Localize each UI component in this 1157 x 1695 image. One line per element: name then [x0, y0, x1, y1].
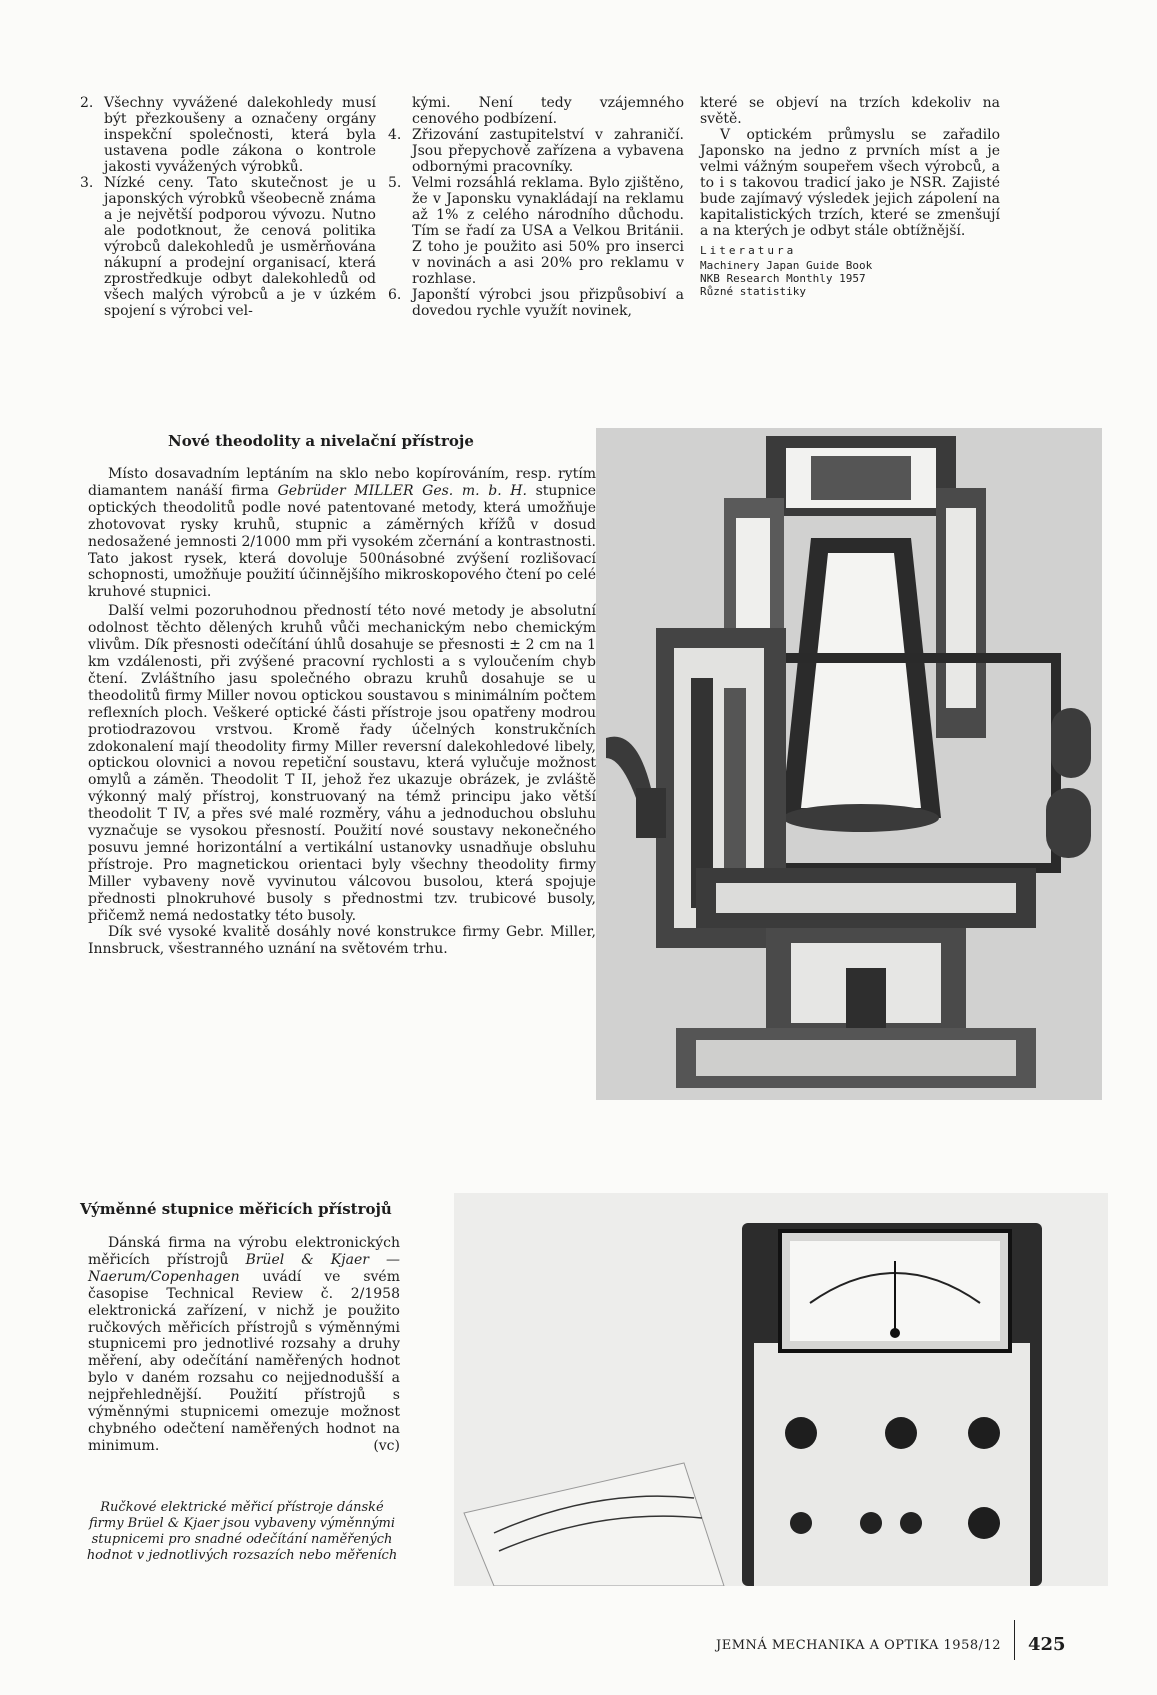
paragraph: Dík své vysoké kvalitě dosáhly nové konstrukce firmy Gebr. Miller, Innsbruck, všestranného uznání na světovém trhu.	[88, 924, 596, 958]
list-item: 2. Všechny vyvážené dalekohledy musí být přezkoušeny a označeny orgány inspekční společnosti, která byla ustavena podle zákona o kontrole jakosti vyvážených výrobků.	[80, 95, 376, 175]
numbered-list	[80, 95, 376, 319]
paragraph: V optickém průmyslu se zařadilo Japonsko na jedno z prvních míst a je velmi vážným soupeřem všech výrobců, a to i s takovou tradicí jako je NSR. Zajisté bude zajímavý výsledek jejich zápolení na kapitalistických trzích, které se zmenšují a na kterých je odbyt stále obtížnější.	[700, 127, 1000, 239]
literature-list	[700, 259, 1000, 298]
article-title: Nové theodolity a nivelační přístroje	[168, 432, 474, 450]
paragraph: Další velmi pozoruhodnou předností této nové metody je absolutní odolnost těchto dělených kruhů vůči mechanickým nebo chemickým vlivům. Dík přesnosti odečítání úhlů dosahuje se přesnosti ± 2 cm na 1 km vzdálenosti, při zvýšené pracovní rychlosti a s vyloučením chyb čtení. Zvláštního jasu společného obrazu kruhů dosahuje se u theodolitů firmy Miller novou optickou soustavou s minimálním počtem reflexních ploch. Veškeré optické části přístroje jsou opatřeny modrou protiodrazovou vrstvou. Kromě řady účelných konstrukčních zdokonalení mají theodolity firmy Miller reversní dalekohledové libely, optickou olovnici a novou repetiční soustavu, která vylučuje možnost omylů a záměn. Theodolit T II, jehož řez ukazuje obrázek, je zvláště výkonný malý přístroj, konstruovaný na témž principu jako větší theodolit T IV, a přes své malé rozměry, váhu a jednoduchou obsluhu vyznačuje se vysokou přesností. Použití nové soustavy nekonečného posuvu jemné horizontální a vertikální ustanovky usnadňuje obsluhu přístroje. Pro magnetickou orientaci byly všechny theodolity firmy Miller vybaveny nově vyvinutou válcovou busolou, která spojuje přednosti plnokruhové busoly s přednostmi tzv. trubicové busoly, přičemž nemá nedostatky této busoly.	[88, 603, 596, 924]
column-3	[700, 95, 1000, 298]
theodolite-cutaway-photo	[596, 428, 1102, 1100]
list-item: 4. Zřizování zastupitelství v zahraničí. Jsou přepychově zařízena a vybavena odbornými pracovníky.	[388, 127, 684, 175]
firm-name: Gebrüder MILLER Ges. m. b. H.	[277, 482, 527, 499]
footer-divider	[1014, 1620, 1015, 1660]
article-body	[88, 466, 596, 958]
page-number: 425	[1028, 1634, 1066, 1655]
paragraph: Místo dosavadním leptáním na sklo nebo kopírováním, resp. rytím diamantem nanáší firma Gebrüder MILLER Ges. m. b. H. stupnice optických theodolitů podle nové patentované metody, která umožňuje zhotovovat rysky kruhů, stupnic a záměrných křížů v dosud nedosažené jemnosti 2/1000 mm při vysokém zčernání a kontrastnosti. Tato jakost rysek, která dovoluje 500násobné zvýšení rozlišovací schopnosti, umožňuje použití účinnějšího mikroskopového čtení po celé kruhové stupnici.	[88, 466, 596, 601]
literature-heading: Literatura	[700, 244, 797, 257]
theodolite-illustration	[596, 428, 1102, 1100]
journal-footer: JEMNÁ MECHANIKA A OPTIKA 1958/12	[716, 1638, 1002, 1653]
paragraph: Dánská firma na výrobu elektronických měřicích přístrojů Brüel & Kjaer — Naerum/Copenhagen uvádí ve svém časopise Technical Review č. 2/1958 elektronická zařízení, v nichž je použito ručkových měřicích přístrojů s výměnnými stupnicemi pro jednotlivé rozsahy a druhy měření, aby odečítání naměřených hodnot bylo v daném rozsahu co nejjednodušší a nejpřehlednější. Použití přístrojů s výměnnými stupnicemi omezuje možnost chybného odečtení naměřených hodnot na minimum. (vc)	[88, 1235, 400, 1454]
figure-caption: Ručkové elektrické měřicí přístroje dánské firmy Brüel & Kjaer jsou vybaveny výměnnými stupnicemi pro snadné odečítání naměřených hodnot v jednotlivých rozsazích nebo měřeních	[86, 1500, 398, 1563]
literature-item: NKB Research Monthly 1957	[700, 272, 866, 285]
literature-item: Různé statistiky	[700, 285, 806, 298]
paragraph: které se objeví na trzích kdekoliv na světě.	[700, 95, 1000, 127]
numbered-list	[388, 95, 684, 319]
list-item: 5. Velmi rozsáhlá reklama. Bylo zjištěno, že v Japonsku vynakládají na reklamu až 1% z celého národního důchodu. Tím se řadí za USA a Velkou Británii. Z toho je použito asi 50% pro inserci v novinách a asi 20% pro reklamu v rozhlase.	[388, 175, 684, 287]
meter-device-photo	[454, 1193, 1108, 1586]
article-body	[88, 1235, 400, 1455]
list-item: 3. Nízké ceny. Tato skutečnost je u japonských výrobků všeobecně známa a je největší podporou vývozu. Nutno ale podotknout, že cenová politika výrobců dalekohledů je usměrňována nákupní a prodejní organisací, která zprostředkuje odbyt dalekohledů od všech malých výrobců a je v úzkém spojení s výrobci vel-	[80, 175, 376, 319]
literature-item: Machinery Japan Guide Book	[700, 259, 873, 272]
column-1	[80, 95, 376, 319]
article-title: Výměnné stupnice měřicích přístrojů	[80, 1200, 392, 1218]
meter-illustration	[454, 1193, 1108, 1586]
firm-name: Brüel & Kjaer — Naerum/Copenhagen	[88, 1251, 400, 1285]
list-item: 6. Japonští výrobci jsou přizpůsobiví a dovedou rychle využít novinek,	[388, 287, 684, 319]
author-signature: (vc)	[373, 1437, 400, 1454]
list-item-continuation: kými. Není tedy vzájemného cenového podbízení.	[412, 95, 684, 127]
column-2	[388, 95, 684, 319]
